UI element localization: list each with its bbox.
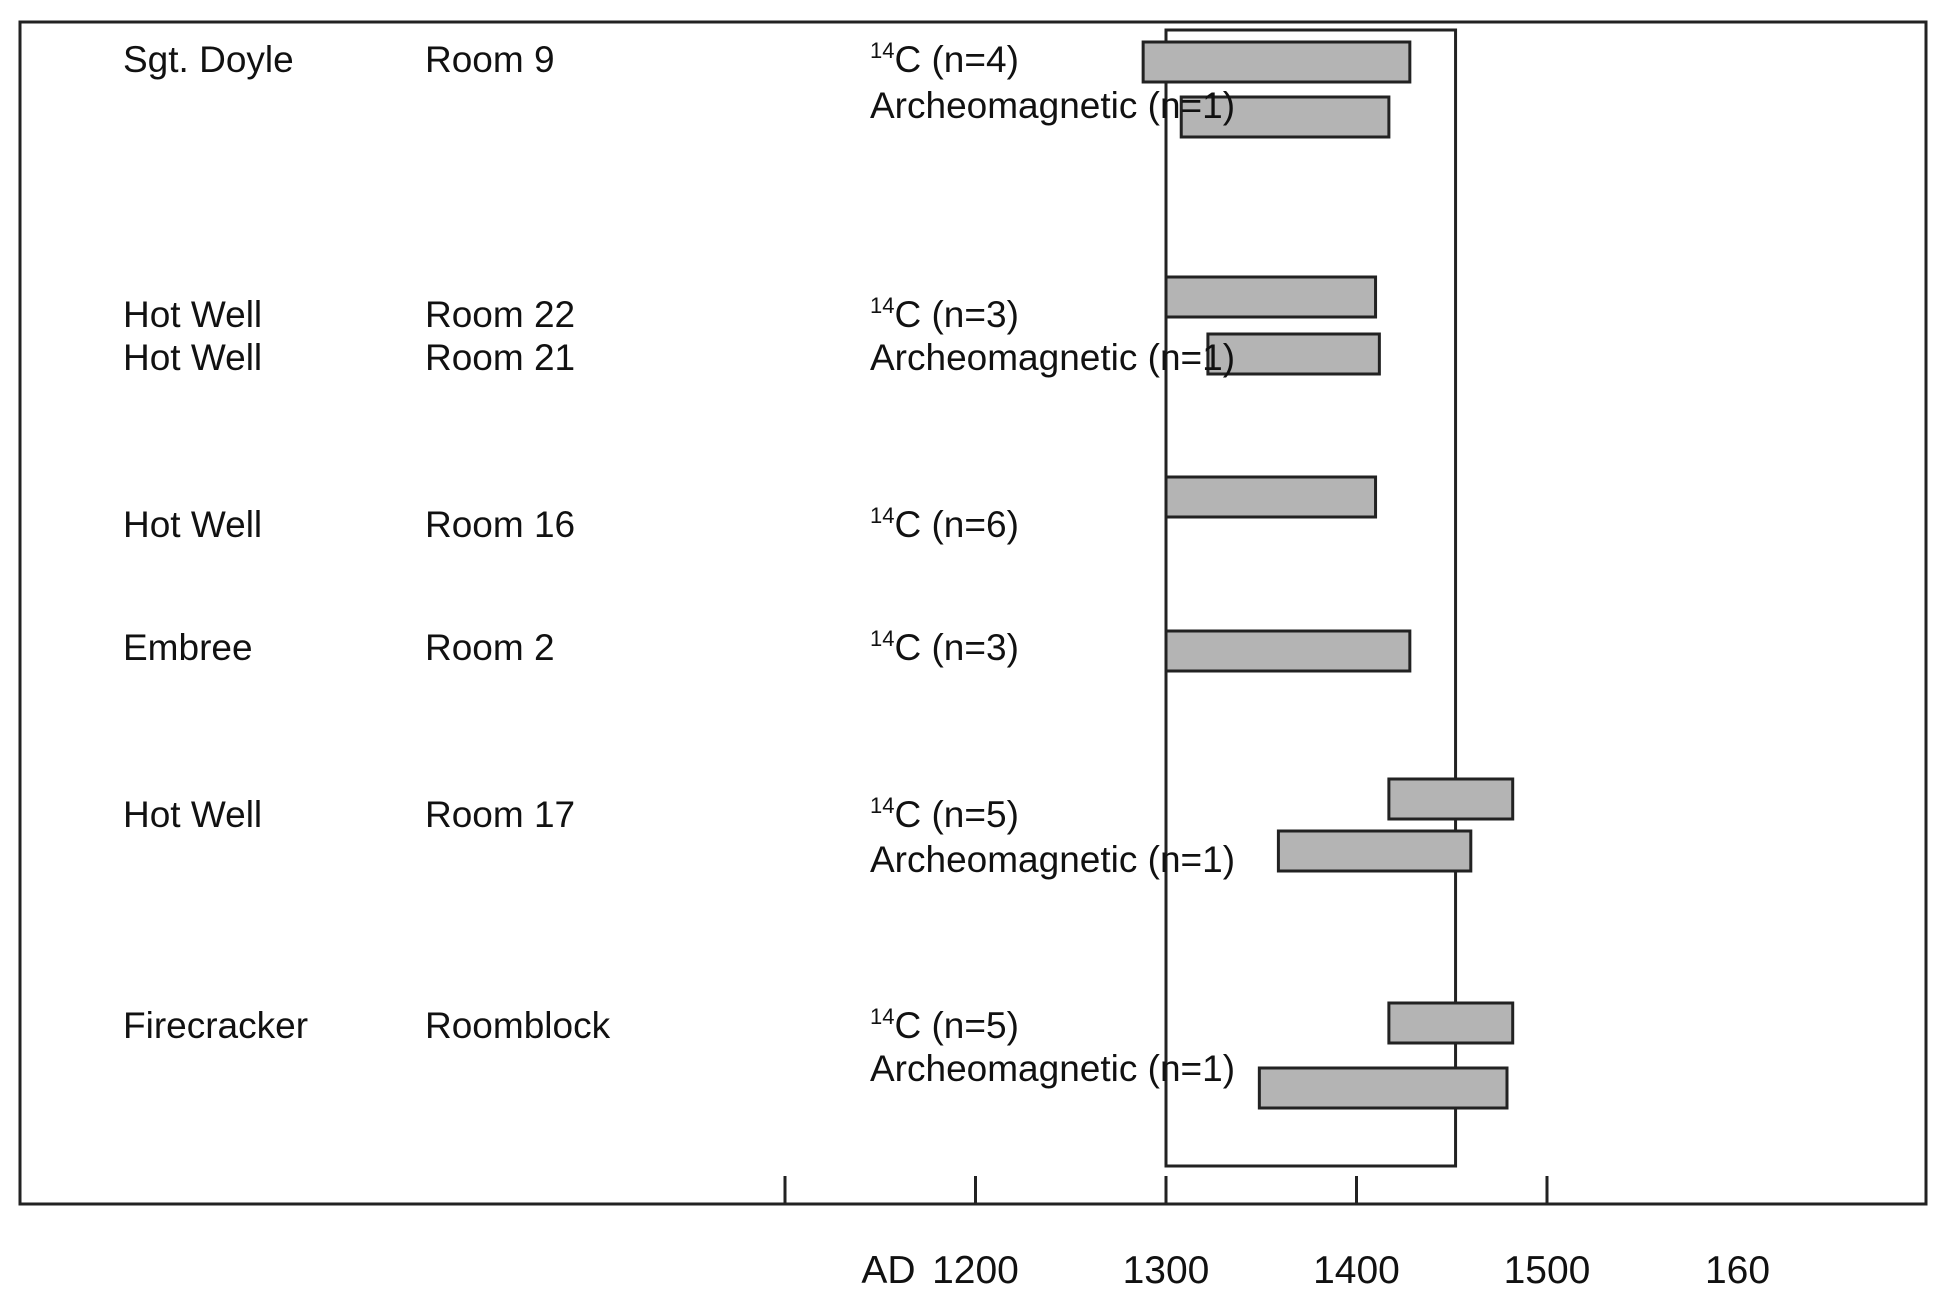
method-label: Archeomagnetic (n=1) — [870, 1048, 1236, 1089]
context-label: Room 22 — [425, 294, 576, 335]
date-range-bar — [1389, 779, 1513, 819]
date-range-bar — [1278, 831, 1470, 871]
date-range-bar — [1166, 631, 1410, 671]
context-label: Roomblock — [425, 1005, 611, 1046]
context-label: Room 17 — [425, 794, 576, 835]
method-label: $^{14}$C (n=3) — [870, 293, 1019, 335]
method-label: Archeomagnetic (n=1) — [870, 839, 1236, 880]
method-label: $^{14}$C (n=4) — [870, 38, 1019, 80]
site-label: Firecracker — [123, 1005, 309, 1046]
site-label: Hot Well — [123, 794, 263, 835]
x-tick-label: 1500 — [1503, 1249, 1591, 1292]
context-label: Room 16 — [425, 504, 576, 545]
method-label: Archeomagnetic (n=1) — [870, 85, 1236, 126]
method-label: $^{14}$C (n=5) — [870, 1004, 1019, 1046]
method-label: $^{14}$C (n=5) — [870, 793, 1019, 835]
site-label: Hot Well — [123, 504, 263, 545]
site-label: Sgt. Doyle — [123, 39, 294, 80]
date-range-bar — [1389, 1003, 1513, 1043]
date-range-bar — [1166, 277, 1376, 317]
x-axis-prefix-label: AD — [861, 1249, 916, 1292]
x-tick-label: 1200 — [932, 1249, 1019, 1292]
x-tick-label: 160 — [1704, 1249, 1771, 1292]
method-label: $^{14}$C (n=3) — [870, 626, 1019, 668]
context-label: Room 2 — [425, 627, 555, 668]
x-tick-label: 1300 — [1122, 1249, 1210, 1292]
date-range-bar — [1259, 1068, 1507, 1108]
date-range-bar — [1166, 477, 1376, 517]
method-label: Archeomagnetic (n=1) — [870, 337, 1236, 378]
method-label: $^{14}$C (n=6) — [870, 503, 1019, 545]
highlight-range-box — [1166, 30, 1456, 1166]
site-label: Hot Well — [123, 337, 263, 378]
context-label: Room 21 — [425, 337, 576, 378]
x-tick-label: 1400 — [1313, 1249, 1400, 1292]
site-label: Hot Well — [123, 294, 263, 335]
context-label: Room 9 — [425, 39, 555, 80]
date-range-bar — [1143, 42, 1410, 82]
site-label: Embree — [123, 627, 253, 668]
